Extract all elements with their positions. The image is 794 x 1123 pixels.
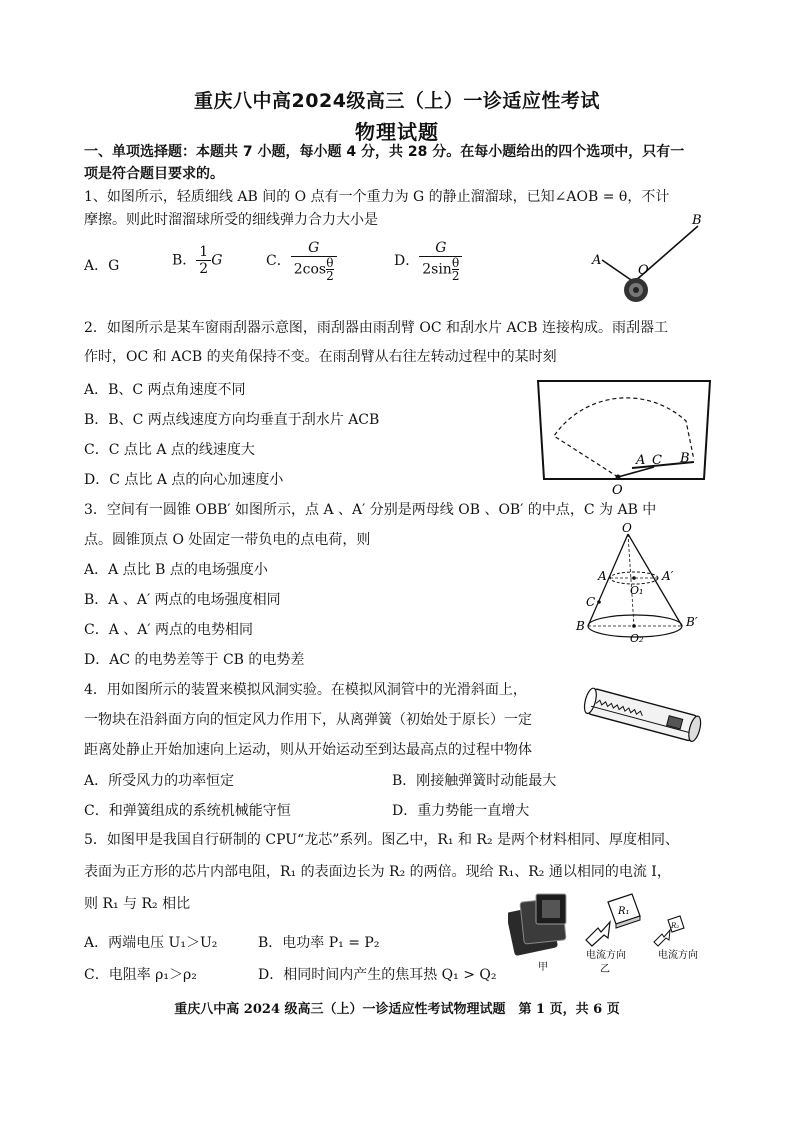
q3-label-a: A (598, 569, 607, 583)
q2-wiper-figure (532, 376, 716, 498)
q1-option-c-half-num: θ (326, 256, 334, 270)
q1-option-c (266, 240, 337, 282)
q1-option-c-num: G (291, 240, 337, 257)
q1-option-a: A．G (84, 258, 120, 274)
page-footer: 重庆八中高 2024 级高三（上）一诊适应性考试物理试题 第 1 页，共 6 页 (174, 1002, 620, 1017)
q5-resistor-r1 (608, 894, 640, 928)
q1-label-b: B (692, 213, 702, 228)
q4-wind-tunnel-figure (580, 676, 706, 758)
q3-option-d: D．AC 的电势差等于 CB 的电势差 (84, 652, 305, 668)
q5-option-d: D．相同时间内产生的焦耳热 Q₁ > Q₂ (258, 967, 497, 983)
q3-label-o2: O₂ (630, 632, 644, 645)
q5-option-b: B．电功率 P₁ = P₂ (258, 935, 380, 951)
q3-option-b: B．A 、A′ 两点的电场强度相同 (84, 592, 281, 608)
q3-label-c: C (586, 595, 596, 609)
q2-option-b: B．B、C 两点线速度方向均垂直于刮水片 ACB (84, 412, 380, 428)
q4-tube (587, 688, 698, 741)
q3-option-a: A．A 点比 B 点的电场强度小 (84, 562, 268, 578)
q1-option-d-half-num: θ (452, 256, 460, 270)
q4-text-line2: 一物块在沿斜面方向的恒定风力作用下，从离弹簧（初始处于原长）一定 (84, 712, 532, 728)
q1-yoyo-figure (580, 212, 720, 312)
q2-label-c: C (652, 453, 662, 468)
q1-option-b-suffix: G (211, 252, 223, 269)
q5-text-line2: 表面为正方形的芯片内部电阻，R₁ 的表面边长为 R₂ 的两倍。现给 R₁、R₂ 通以相同的电流 I， (84, 864, 671, 880)
q5-text-line3: 则 R₁ 与 R₂ 相比 (84, 896, 191, 912)
q5-label-yi: 乙 (600, 964, 610, 975)
q4-option-c: C．和弹簧组成的系统机械能守恒 (84, 803, 291, 819)
q3-generatrix-ob (588, 534, 628, 626)
q5-label-dir2: 电流方向 (658, 950, 698, 961)
q1-option-b (172, 244, 222, 277)
q5-chip-figure (508, 890, 714, 976)
q1-option-d (394, 240, 462, 282)
q5-label-r1: R₁ (618, 906, 630, 917)
q1-option-c-fraction (291, 240, 337, 282)
q1-option-b-fraction (196, 244, 211, 277)
q3-label-o1: O₁ (630, 584, 644, 597)
q2-option-d: D．C 点比 A 点的向心加速度小 (84, 472, 284, 488)
q4-text-line1: 4．用如图所示的装置来模拟风洞实验。在模拟风洞管中的光滑斜面上， (84, 682, 527, 698)
section-heading-line1: 一、单项选择题：本题共 7 小题，每小题 4 分，共 28 分。在每小题给出的四个选项中，只有一 (84, 144, 685, 160)
section-heading-line2: 项是符合题目要求的。 (84, 166, 224, 182)
q4-text-line3: 距离处静止开始加速向上运动，则从开始运动至到达最高点的过程中物体 (84, 742, 532, 758)
q2-option-a: A．B、C 两点角速度不同 (84, 382, 246, 398)
q3-label-a2: A′ (662, 569, 674, 583)
q3-label-b2: B′ (686, 615, 698, 629)
q1-option-d-fraction (419, 240, 462, 282)
q2-label-a: A (636, 453, 646, 468)
q5-text-line1: 5．如图甲是我国自行研制的 CPU“龙芯”系列。图乙中，R₁ 和 R₂ 是两个材料相同、厚度相同、 (84, 832, 680, 848)
q3-cone-figure (572, 522, 712, 648)
q2-text-line2: 作时，OC 和 ACB 的夹角保持不变。在雨刮臂从右往左转动过程中的某时刻 (84, 349, 557, 365)
q3-text-line1: 3．空间有一圆锥 OBB′ 如图所示，点 A 、A′ 分别是两母线 OB 、OB′ 的中点，C 为 AB 中 (84, 502, 657, 518)
q3-label-b: B (576, 619, 585, 633)
q1-text-line1: 1、如图所示，轻质细线 AB 间的 O 点有一个重力为 G 的静止溜溜球，已知∠AOB = θ，不计 (84, 189, 670, 205)
q4-option-d: D．重力势能一直增大 (392, 803, 530, 819)
q1-string-oa (602, 260, 634, 282)
q1-option-c-prefix: C． (266, 253, 291, 269)
q5-label-dir1: 电流方向 (586, 950, 626, 961)
q2-text-line1: 2．如图所示是某车窗雨刮器示意图，雨刮器由雨刮臂 OC 和刮水片 ACB 连接构成。雨刮器工 (84, 320, 669, 336)
q1-option-d-num: G (419, 240, 462, 257)
q1-label-o: O (638, 263, 649, 278)
page-subtitle: 物理试题 (355, 120, 439, 144)
q4-option-a: A．所受风力的功率恒定 (84, 773, 235, 789)
q3-label-o: O (622, 522, 632, 535)
q3-generatrix-ob2 (628, 534, 682, 626)
q1-option-c-den: 2cos (293, 261, 327, 278)
q3-option-c: C．A 、A′ 两点的电势相同 (84, 622, 254, 638)
q1-label-a: A (592, 253, 602, 268)
q1-option-d-den: 2sin (422, 261, 452, 278)
q2-label-b: B (680, 451, 690, 466)
q4-option-b: B．刚接触弹簧时动能最大 (392, 773, 557, 789)
q5-current-arrow-1 (586, 922, 610, 946)
q1-text-line2: 摩擦。则此时溜溜球所受的细线弹力合力大小是 (84, 212, 378, 228)
q5-current-arrow-2 (654, 930, 670, 946)
q5-option-a: A．两端电压 U₁＞U₂ (84, 935, 218, 951)
q2-option-c: C．C 点比 A 点的线速度大 (84, 442, 255, 458)
q3-text-line2: 点。圆锥顶点 O 处固定一带负电的点电荷，则 (84, 532, 371, 548)
q2-wipe-area (554, 398, 694, 477)
q1-option-b-prefix: B． (172, 252, 197, 269)
page-title: 重庆八中高2024级高三（上）一诊适应性考试 (194, 90, 600, 112)
q5-option-c: C．电阻率 ρ₁＞ρ₂ (84, 967, 197, 983)
q1-option-b-num: 1 (196, 244, 211, 261)
q1-option-b-den: 2 (199, 261, 209, 277)
q1-option-d-half-den: 2 (451, 269, 460, 283)
q5-cpu-chips (508, 894, 566, 956)
q5-label-jia: 甲 (538, 962, 548, 973)
q1-option-d-prefix: D． (394, 253, 420, 269)
q1-option-c-half-den: 2 (326, 269, 334, 283)
q2-label-o: O (612, 483, 623, 498)
q5-label-r2: R₂ (671, 922, 680, 930)
